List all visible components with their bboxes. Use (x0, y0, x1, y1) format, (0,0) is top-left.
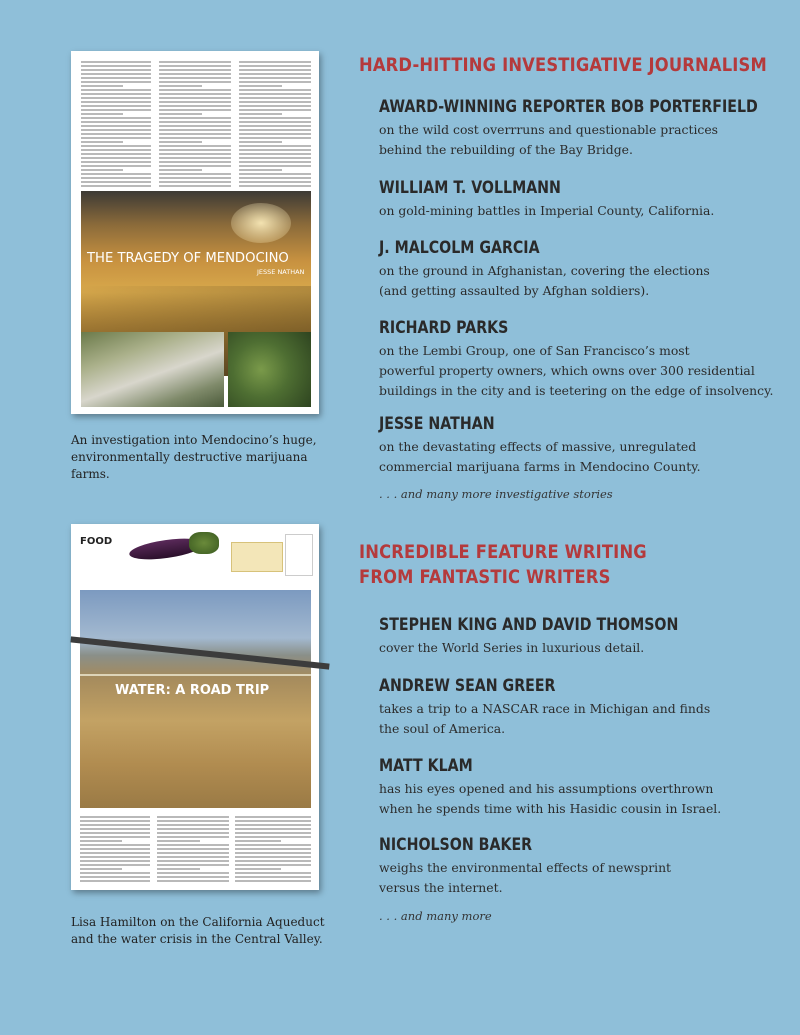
text-line (81, 121, 151, 123)
text-line (239, 137, 311, 139)
text-line (159, 153, 231, 155)
text-line (159, 121, 231, 123)
text-line (81, 61, 151, 63)
text-line (81, 93, 151, 95)
writer-name: J. MALCOLM GARCIA (379, 238, 540, 257)
text-line (239, 145, 311, 147)
text-line (81, 69, 151, 71)
text-line (235, 876, 311, 878)
caption-line: Lisa Hamilton on the California Aqueduct (71, 915, 325, 929)
text-line (239, 117, 311, 119)
text-line (81, 149, 151, 151)
writer-name: WILLIAM T. VOLLMANN (379, 178, 561, 197)
text-line (239, 181, 311, 183)
text-line (80, 820, 150, 822)
text-line (239, 61, 311, 63)
text-line (157, 832, 229, 834)
text-line (81, 141, 123, 143)
text-line (81, 169, 123, 171)
text-line (80, 876, 150, 878)
text-line (159, 73, 231, 75)
text-line (81, 181, 151, 183)
food-small-box (285, 534, 313, 576)
text-line (159, 137, 231, 139)
text-line (239, 73, 311, 75)
text-line (81, 173, 151, 175)
story-item (379, 675, 794, 739)
text-line (81, 81, 151, 83)
text-line (235, 844, 311, 846)
text-line (81, 73, 151, 75)
text-line (159, 129, 231, 131)
text-line (159, 161, 231, 163)
text-line (81, 105, 151, 107)
text-line (239, 97, 311, 99)
story-description: on the Lembi Group, one of San Francisco’s most powerful property owners, which owns over 300 residential buildings in the city and is teetering on the edge of insolvency. (379, 343, 774, 398)
text-line (159, 165, 231, 167)
story-item (379, 834, 794, 898)
text-line (157, 848, 229, 850)
more-features-note: . . . and many more (379, 909, 492, 923)
text-line (81, 109, 151, 111)
story-description: on the ground in Afghanistan, covering the elections (and getting assaulted by Afghan soldiers). (379, 263, 710, 298)
text-line (159, 109, 231, 111)
text-line (157, 880, 229, 882)
text-line (159, 65, 231, 67)
text-line (81, 65, 151, 67)
text-line (239, 69, 311, 71)
more-stories-note: . . . and many more investigative stories (379, 487, 613, 501)
text-line (81, 97, 151, 99)
text-line (239, 105, 311, 107)
text-line (81, 177, 151, 179)
marijuana-plant-photo (228, 332, 311, 407)
text-line (159, 93, 231, 95)
text-line (157, 868, 200, 870)
text-line (235, 868, 281, 870)
text-line (80, 880, 150, 882)
text-line (239, 165, 311, 167)
text-line (239, 173, 311, 175)
text-line (159, 85, 202, 87)
text-line (239, 93, 311, 95)
story-description: cover the World Series in luxurious detail. (379, 640, 645, 655)
text-line (80, 868, 122, 870)
text-line (81, 137, 151, 139)
text-line (235, 832, 311, 834)
article-overlay-title: WATER: A ROAD TRIP (115, 683, 270, 698)
text-line (81, 113, 123, 115)
story-description: takes a trip to a NASCAR race in Michigan and finds the soul of America. (379, 701, 711, 736)
text-line (80, 860, 150, 862)
feature-section-title-line1: INCREDIBLE FEATURE WRITING (359, 541, 647, 563)
text-line (81, 185, 151, 187)
text-line (81, 125, 151, 127)
story-description: weighs the environmental effects of newsprint versus the internet. (379, 860, 672, 895)
text-line (235, 836, 311, 838)
text-line (80, 856, 150, 858)
text-line (159, 97, 231, 99)
story-item (379, 177, 794, 221)
text-line (159, 133, 231, 135)
writer-name: ANDREW SEAN GREER (379, 676, 556, 695)
text-line (235, 880, 311, 882)
text-line (239, 121, 311, 123)
text-line (159, 149, 231, 151)
story-item (379, 96, 794, 160)
article-byline: JESSE NATHAN (257, 268, 305, 276)
text-line (81, 161, 151, 163)
vegetable-illustration (189, 532, 219, 554)
text-line (239, 77, 311, 79)
text-line (157, 840, 200, 842)
text-line (239, 109, 311, 111)
writer-name: RICHARD PARKS (379, 318, 509, 337)
text-line (157, 820, 229, 822)
text-line (235, 816, 311, 818)
text-line (81, 77, 151, 79)
food-sidebar-box (231, 542, 283, 572)
text-line (159, 61, 231, 63)
text-line (81, 145, 151, 147)
story-item (379, 413, 794, 477)
text-line (239, 133, 311, 135)
story-item (379, 614, 794, 658)
text-line (159, 89, 231, 91)
text-line (235, 848, 311, 850)
text-line (159, 105, 231, 107)
text-line (235, 852, 311, 854)
text-line (81, 85, 123, 87)
text-line (159, 77, 231, 79)
text-line (157, 872, 229, 874)
text-line (159, 125, 231, 127)
text-line (157, 844, 229, 846)
text-line (235, 856, 311, 858)
text-line (157, 864, 229, 866)
text-line (80, 836, 150, 838)
text-line (235, 820, 311, 822)
text-line (159, 157, 231, 159)
text-line (80, 816, 150, 818)
text-line (235, 864, 311, 866)
writer-name: JESSE NATHAN (379, 414, 495, 433)
story-description: on gold-mining battles in Imperial County, California. (379, 203, 715, 218)
text-line (157, 824, 229, 826)
text-line (157, 856, 229, 858)
text-line (81, 129, 151, 131)
text-line (80, 840, 122, 842)
text-line (235, 828, 311, 830)
text-line (80, 864, 150, 866)
text-line (157, 876, 229, 878)
text-line (239, 101, 311, 103)
story-item (379, 755, 794, 819)
text-line (239, 177, 311, 179)
mendocino-article-thumbnail (71, 51, 319, 414)
writer-name: STEPHEN KING AND DAVID THOMSON (379, 615, 679, 634)
text-line (235, 840, 281, 842)
text-line (239, 141, 282, 143)
text-line (159, 101, 231, 103)
text-line (157, 852, 229, 854)
text-line (235, 824, 311, 826)
feature-section-title-line2: FROM FANTASTIC WRITERS (359, 566, 611, 588)
text-line (159, 113, 202, 115)
caption-line: environmentally destructive marijuana (71, 450, 308, 464)
text-line (159, 185, 231, 187)
text-line (239, 149, 311, 151)
text-line (157, 816, 229, 818)
text-line (239, 81, 311, 83)
caption-line: and the water crisis in the Central Valley. (71, 932, 323, 946)
text-line (159, 81, 231, 83)
article-overlay-title: THE TRAGEDY OF MENDOCINO (87, 251, 289, 266)
text-line (239, 125, 311, 127)
story-description: has his eyes opened and his assumptions overthrown when he spends time with his Hasidic cousin in Israel. (379, 781, 722, 816)
text-line (159, 145, 231, 147)
text-line (80, 848, 150, 850)
text-line (239, 65, 311, 67)
story-item (379, 237, 794, 301)
text-line (159, 141, 202, 143)
text-line (159, 117, 231, 119)
text-line (80, 824, 150, 826)
text-line (81, 117, 151, 119)
text-line (239, 153, 311, 155)
text-line (81, 133, 151, 135)
caption-line: farms. (71, 467, 110, 481)
text-line (81, 165, 151, 167)
writer-name: NICHOLSON BAKER (379, 835, 533, 854)
food-header-label: FOOD (80, 536, 113, 547)
text-line (80, 852, 150, 854)
text-line (239, 161, 311, 163)
story-description: on the wild cost overrruns and questionable practices behind the rebuilding of the Bay Bridge. (379, 122, 719, 157)
story-item (379, 317, 794, 401)
water-caption (71, 914, 331, 948)
writer-name: MATT KLAM (379, 756, 473, 775)
text-line (157, 836, 229, 838)
text-line (159, 169, 202, 171)
text-line (81, 153, 151, 155)
text-line (80, 832, 150, 834)
text-line (239, 89, 311, 91)
text-line (159, 173, 231, 175)
text-line (80, 828, 150, 830)
text-line (81, 89, 151, 91)
water-road-trip-thumbnail (71, 524, 319, 890)
text-line (81, 157, 151, 159)
text-line (239, 185, 311, 187)
investigative-section-title: HARD-HITTING INVESTIGATIVE JOURNALISM (359, 54, 767, 76)
caption-line: An investigation into Mendocino’s huge, (71, 433, 317, 447)
text-line (159, 177, 231, 179)
text-line (239, 157, 311, 159)
text-line (159, 181, 231, 183)
text-line (81, 101, 151, 103)
mendocino-caption (71, 432, 331, 483)
text-line (157, 828, 229, 830)
text-line (239, 113, 282, 115)
text-line (235, 872, 311, 874)
road-landscape-photo (80, 590, 311, 808)
farm-workers-photo (81, 332, 224, 407)
text-line (159, 69, 231, 71)
text-line (239, 129, 311, 131)
text-line (235, 860, 311, 862)
writer-name: AWARD-WINNING REPORTER BOB PORTERFIELD (379, 97, 758, 116)
text-line (239, 169, 282, 171)
text-line (80, 872, 150, 874)
text-line (157, 860, 229, 862)
text-line (239, 85, 282, 87)
story-description: on the devastating effects of massive, unregulated commercial marijuana farms in Mendocino County. (379, 439, 701, 474)
text-line (80, 844, 150, 846)
